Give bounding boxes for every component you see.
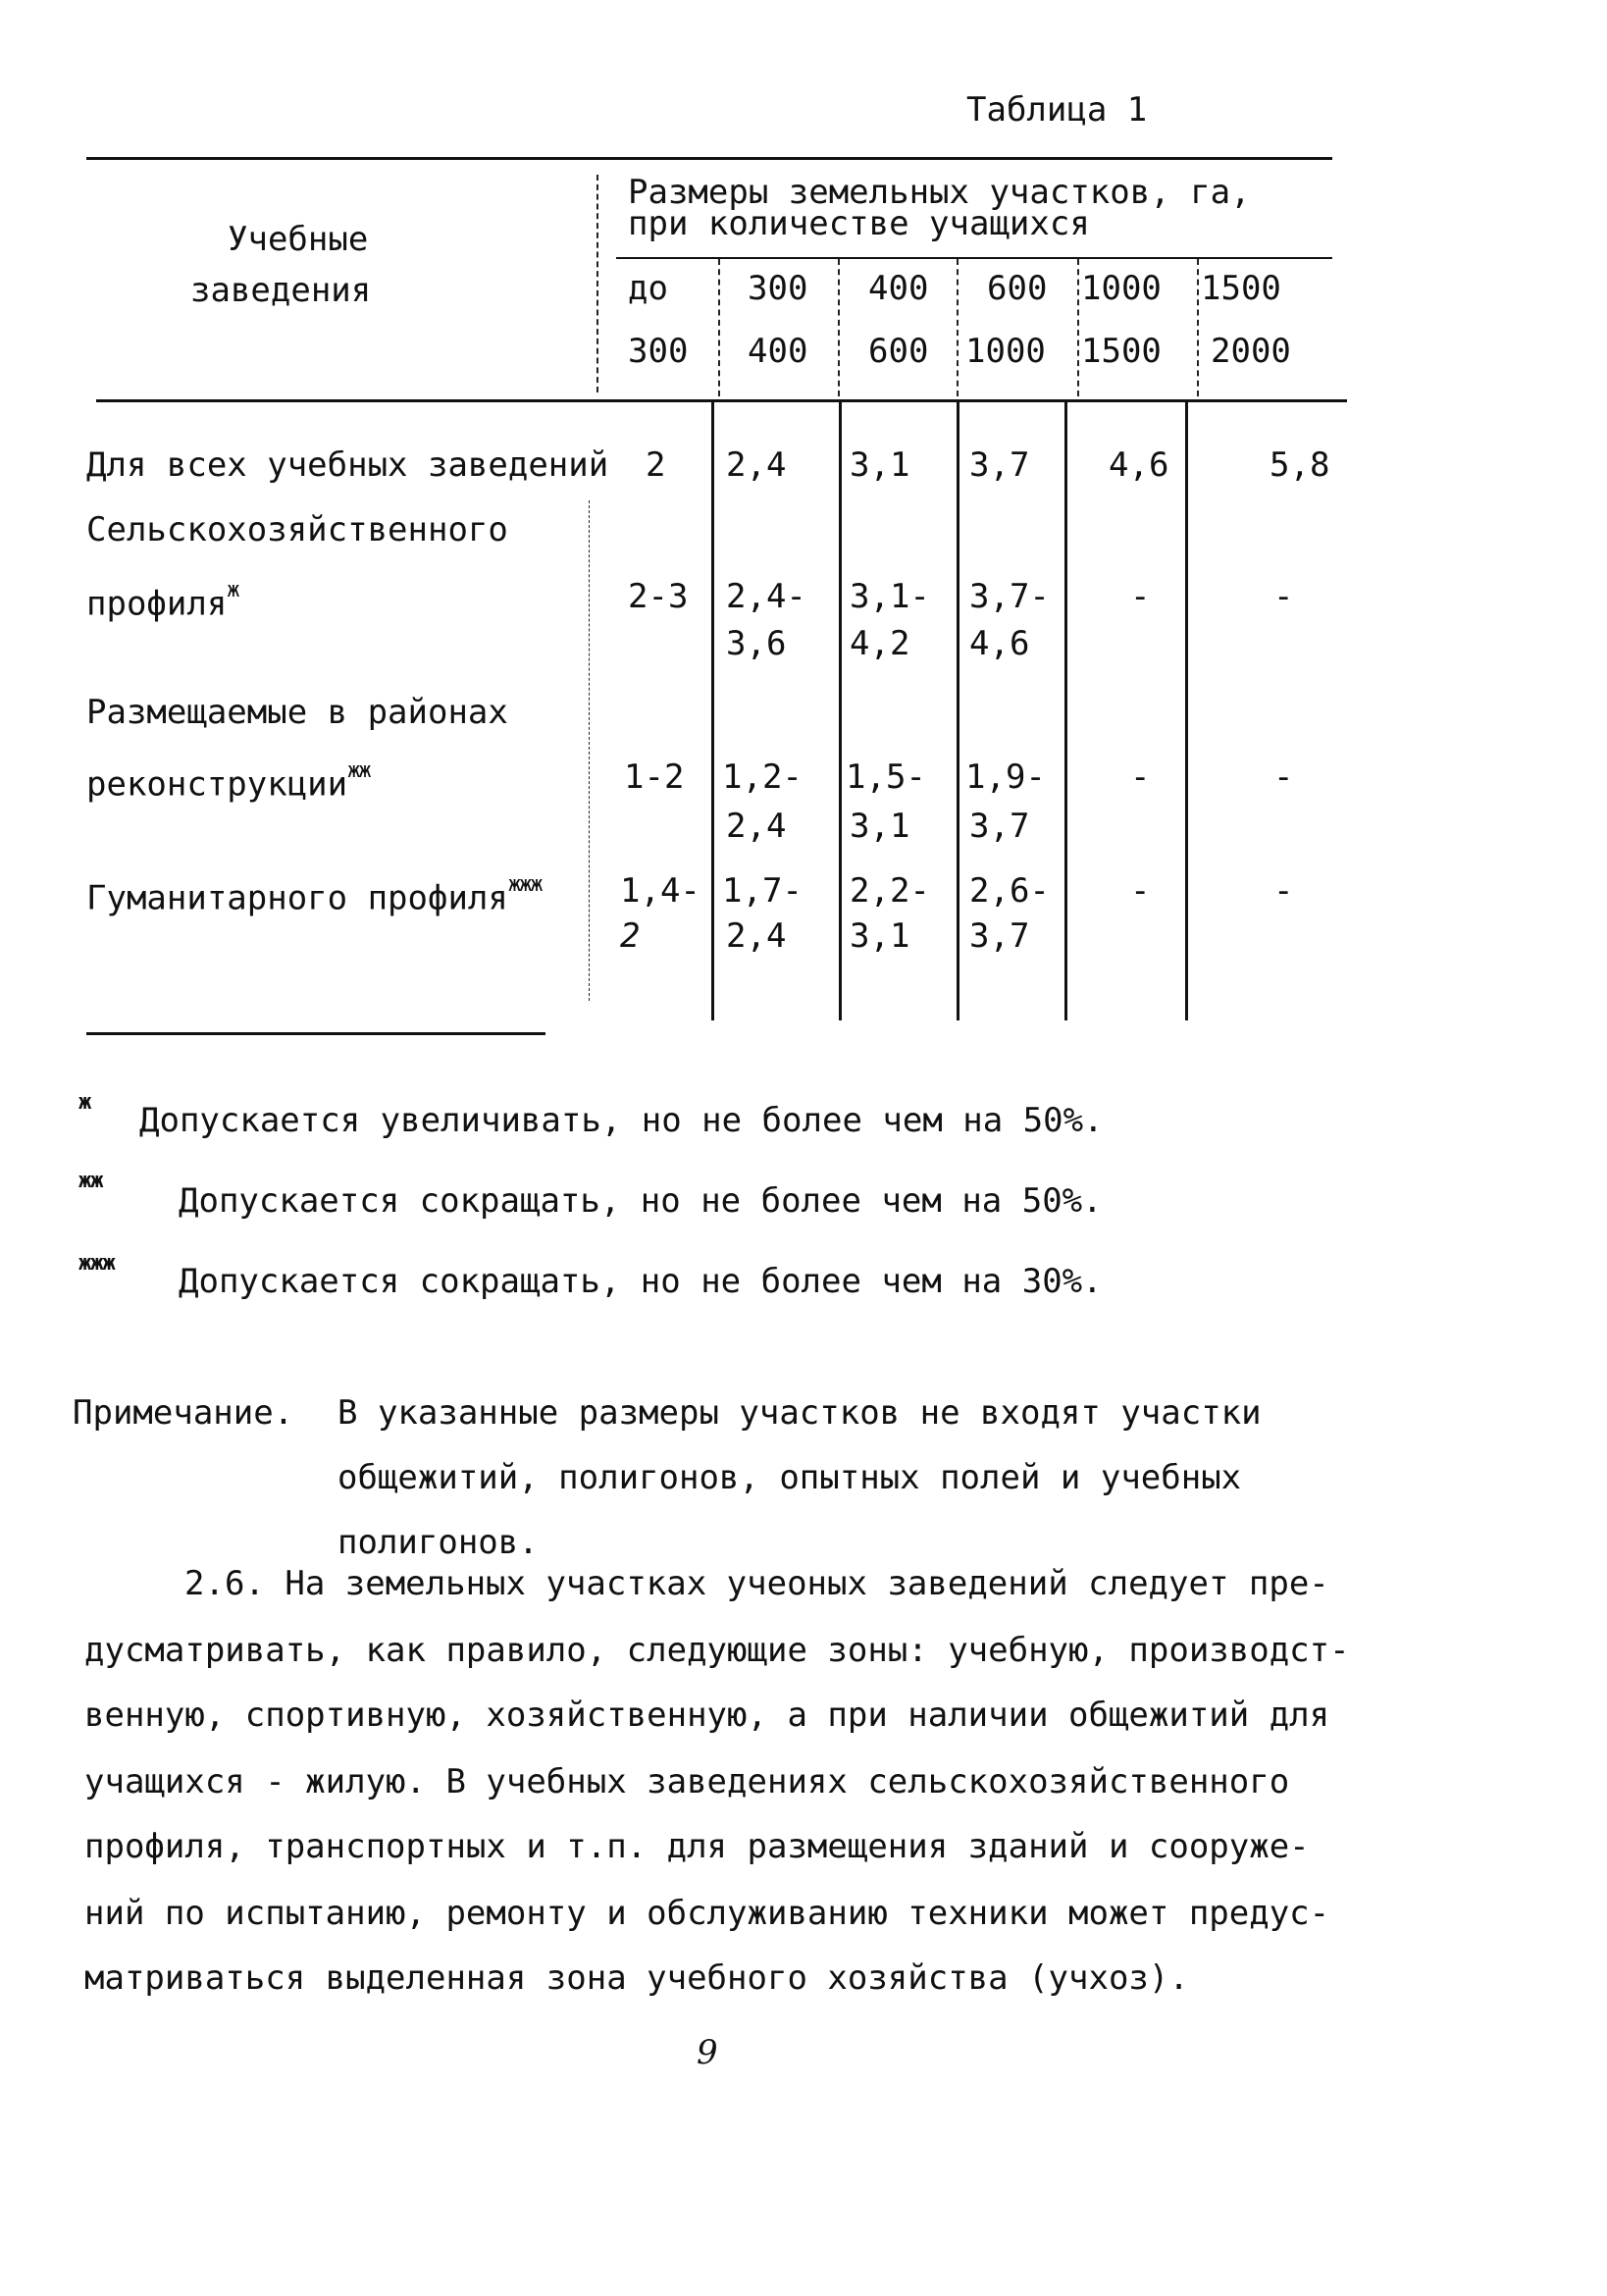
row-3-cell-3-line2: 3,1 — [850, 807, 910, 846]
paragraph-line4: учащихся - жилую. В учебных заведениях сельскохозяйственного — [84, 1762, 1290, 1801]
header-column-separator — [596, 175, 598, 392]
note-line2: общежитий, полигонов, опытных полей и учебных — [337, 1458, 1242, 1497]
range-6-to: 2000 — [1211, 332, 1291, 371]
row-4-label-text: Гуманитарного профиля — [86, 878, 508, 918]
body-column-separator-2 — [839, 402, 842, 1020]
page-number: 9 — [697, 2033, 718, 2072]
table-title: Таблица 1 — [966, 90, 1148, 130]
row-4-cell-2-line1: 1,7- — [722, 871, 803, 911]
row-4-cell-1-line1: 1,4- — [620, 871, 700, 911]
row-2-label-line2 — [86, 577, 238, 623]
row-2-footnote-mark: ж — [227, 578, 238, 602]
row-2-cell-5: - — [1130, 577, 1151, 616]
footnote-3-mark: жжж — [78, 1251, 115, 1276]
row-2-cell-3-line1: 3,1- — [850, 577, 930, 616]
header-institutions-line1: Учебные — [228, 220, 369, 259]
note-label: Примечание. — [73, 1393, 294, 1433]
paragraph-line3: венную, спортивную, хозяйственную, а при наличии общежитий для — [84, 1696, 1330, 1735]
row-3-footnote-mark: жж — [347, 758, 370, 783]
header-group-line2: при количестве учащихся — [628, 204, 1090, 243]
header-group-line1: Размеры земельных участков, га, — [628, 173, 1251, 212]
paragraph-line6: ний по испытанию, ремонту и обслуживанию техники может предус- — [84, 1894, 1330, 1933]
footnote-2-mark: жж — [78, 1169, 103, 1193]
row-3-cell-1: 1-2 — [624, 757, 685, 797]
note-line1: В указанные размеры участков не входят участки — [337, 1393, 1262, 1433]
range-6-from: 1500 — [1201, 269, 1281, 308]
table-top-rule — [86, 157, 1332, 160]
row-4-cell-3-line1: 2,2- — [850, 871, 930, 911]
row-2-cell-4-line1: 3,7- — [969, 577, 1050, 616]
row-3-label-line1: Размещаемые в районах — [86, 693, 508, 732]
paragraph-line7: матриваться выделенная зона учебного хозяйства (учхоз). — [84, 1958, 1189, 1998]
row-3-cell-6: - — [1273, 757, 1294, 797]
row-2-cell-4-line2: 4,6 — [969, 624, 1030, 663]
row-1-label: Для всех учебных заведений — [86, 445, 609, 485]
row-3-cell-4-line1: 1,9- — [965, 757, 1046, 797]
row-4-cell-4-line2: 3,7 — [969, 916, 1030, 956]
row-1-cell-6: 5,8 — [1270, 445, 1330, 485]
row-1-cell-3: 3,1 — [850, 445, 910, 485]
row-1-cell-2: 2,4 — [726, 445, 787, 485]
paragraph-line2: дусматривать, как правило, следующие зоны: учебную, производст- — [84, 1631, 1350, 1670]
row-3-cell-2-line1: 1,2- — [722, 757, 803, 797]
row-2-label-line1: Сельскохозяйственного — [86, 510, 508, 549]
row-1-cell-4: 3,7 — [969, 445, 1030, 485]
body-column-separator-1 — [711, 402, 714, 1020]
row-3-label-text: реконструкции — [86, 764, 348, 805]
range-4-to: 1000 — [965, 332, 1046, 371]
header-range-separator-2 — [838, 259, 840, 396]
row-1-cell-5: 4,6 — [1109, 445, 1169, 485]
body-column-separator-5 — [1185, 402, 1188, 1020]
body-column-separator-4 — [1064, 402, 1067, 1020]
body-column-separator-0 — [589, 500, 590, 1001]
row-1-cell-1: 2 — [646, 445, 666, 485]
header-range-separator-3 — [957, 259, 959, 396]
range-3-from: 400 — [868, 269, 929, 308]
header-group-rule — [616, 257, 1332, 259]
header-range-separator-4 — [1077, 259, 1079, 396]
row-2-cell-1: 2-3 — [628, 577, 689, 616]
paragraph-line5: профиля, транспортных и т.п. для размещения зданий и сооруже- — [84, 1827, 1310, 1866]
row-2-cell-2-line2: 3,6 — [726, 624, 787, 663]
row-3-cell-2-line2: 2,4 — [726, 807, 787, 846]
row-4-label — [86, 871, 542, 917]
footnote-2-text: Допускается сокращать, но не более чем на 50%. — [179, 1181, 1103, 1221]
row-4-cell-6: - — [1273, 871, 1294, 911]
row-3-label-line2 — [86, 757, 370, 804]
row-2-cell-3-line2: 4,2 — [850, 624, 910, 663]
header-range-separator-5 — [1197, 259, 1199, 396]
range-2-to: 400 — [748, 332, 808, 371]
range-1-to: 300 — [628, 332, 689, 371]
row-2-label-text: профиля — [86, 584, 228, 624]
row-4-cell-4-line1: 2,6- — [969, 871, 1050, 911]
body-column-separator-3 — [957, 402, 959, 1020]
row-4-cell-5: - — [1130, 871, 1151, 911]
note-line3: полигонов. — [337, 1523, 539, 1562]
footnote-1-mark: ж — [78, 1090, 91, 1115]
row-3-cell-3-line1: 1,5- — [846, 757, 926, 797]
header-bottom-rule — [96, 399, 1347, 402]
row-2-cell-2-line1: 2,4- — [726, 577, 806, 616]
range-2-from: 300 — [748, 269, 808, 308]
paragraph-line1: 2.6. На земельных участках учеоных заведений следует пре- — [184, 1564, 1329, 1603]
range-3-to: 600 — [868, 332, 929, 371]
range-1-from: до — [628, 269, 668, 308]
footnote-3-text: Допускается сокращать, но не более чем на 30%. — [179, 1262, 1103, 1301]
row-3-cell-4-line2: 3,7 — [969, 807, 1030, 846]
row-3-cell-5: - — [1130, 757, 1151, 797]
row-4-cell-1-line2: 2 — [620, 916, 641, 956]
header-range-separator-1 — [718, 259, 720, 396]
row-4-cell-3-line2: 3,1 — [850, 916, 910, 956]
row-4-footnote-mark: жжж — [507, 872, 542, 897]
row-2-cell-6: - — [1273, 577, 1294, 616]
footnote-1-text: Допускается увеличивать, но не более чем на 50%. — [139, 1101, 1104, 1140]
range-4-from: 600 — [987, 269, 1048, 308]
table-bottom-rule — [86, 1032, 545, 1035]
range-5-from: 1000 — [1081, 269, 1162, 308]
header-institutions-line2: заведения — [190, 271, 372, 310]
range-5-to: 1500 — [1081, 332, 1162, 371]
row-4-cell-2-line2: 2,4 — [726, 916, 787, 956]
